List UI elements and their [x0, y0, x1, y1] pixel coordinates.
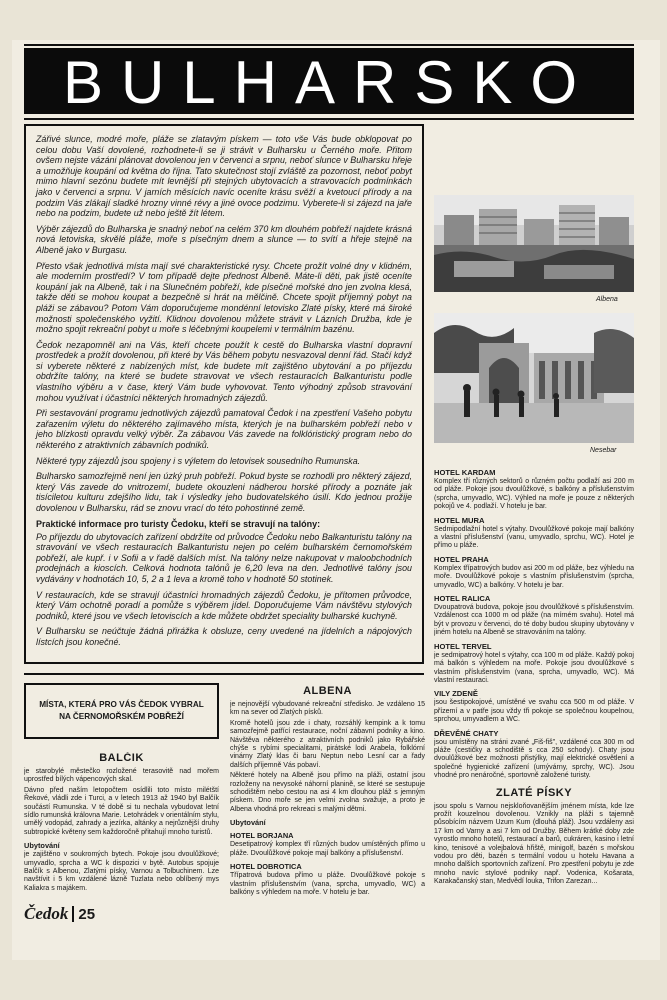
section-title-balcik: BALČIK: [99, 752, 144, 764]
hotel-text: Sedmipodlažní hotel s výtahy. Dvoulůžkové pokoje mají balkóny a vlastní příslušenství (vanu, umyvadlo, sprchu, WC). Hotel je přímo u pláže.: [434, 525, 634, 550]
hotel-text: Komplex třípatrových budov asi 200 m od pláže, bez výhledu na moře. Dvoulůžkové pokoje s vlastním příslušenstvím (sprcha, umyvadlo, WC) a balkóny. V hotelu je bar.: [434, 564, 634, 589]
photo-caption: Albena: [596, 296, 618, 303]
intro-paragraph: Výběr zájezdů do Bulharska je snadný neboť na celém 370 km dlouhém pobřeží najdete krásná nová letoviska, skvělé pláže, moře s písečným dnem a slunce — to svítí a hřeje stejně na Albeně jako v Burgasu.: [36, 223, 412, 255]
section-divider: [24, 673, 424, 675]
albena-paragraph: Některé hotely na Albeně jsou přímo na pláži, ostatní jsou rozloženy na nevysoké náhorní planině, se které se sestupuje schodištěm nebo cestou na asi 4 km dlouhou pláž s jemným pískem. Dno moře se jen velmi zvolna svažuje, a proto je Albena vhodná pro rekreaci s malými dětmi.: [230, 772, 425, 813]
balcik-paragraph: je starobylé městečko rozložené terasovitě nad mořem uprostřed bílých vápencových skal.: [24, 768, 219, 784]
title-band: [24, 48, 634, 114]
hotel-text: Dvoupatrová budova, pokoje jsou dvoulůžkové s příslušenstvím. Vzdálenost cca 1000 m od pláže (na mírném svahu). Hotel má být v provozu v červenci, do té doby budou skupiny ubytovány v jiném hotelu na Albeně se stravováním na talóny.: [434, 604, 634, 637]
right-column: [434, 464, 634, 934]
title-bottom-rule: [24, 118, 634, 120]
albena-subheading: Ubytování: [230, 818, 266, 828]
footer-divider: [72, 906, 74, 922]
section-title-albena: ALBENA: [303, 685, 352, 697]
top-rule: [24, 44, 634, 46]
intro-box: [24, 124, 424, 664]
hotel-name: HOTEL RALICA: [434, 594, 491, 604]
hotel-name: HOTEL TERVEL: [434, 641, 492, 651]
intro-paragraph: Přesto však jednotlivá místa mají své charakteristické rysy. Chcete prožít volné dny v klidném, ale moderním prostředí? V tom případě dejte přednost Albeně. Máte-li děti, pak jistě oceníte koupání jak na Albeně, tak i na Slunečném pobřeží, kde písečné mořské dno jen zvolna klesá, takže děti se mohou koupat a bezpečně si hrát na mělčině. Chcete spojit příjemný pobyt na pláži se zábavou? Potom Vám doporučujeme mondénní letovisko Zlaté písky, které má široké možnosti společenského vyžití. Klidnou dovolenou můžete strávit v Lázních Družba, kde je možno spojit rekreační pobyt u moře s léčebnými koupelemi v termálním bazénu.: [36, 260, 412, 335]
hotel-text: Třípatrová budova přímo u pláže. Dvoulůžkové pokoje s vlastním příslušenstvím (vana, sprcha, umyvadlo, WC) a balkóny s výhledem na moře. V hotelu je bar.: [230, 872, 425, 896]
balcik-column: [24, 752, 219, 902]
practical-heading: Praktické informace pro turisty Čedoku, kteří se stravují na talóny:: [36, 518, 321, 529]
balcik-subheading: Ubytování: [24, 841, 60, 851]
hotel-name: VILY ZDENĚ: [434, 689, 478, 699]
albena-paragraph: Kromě hotelů jsou zde i chaty, rozsáhlý kempink a k tomu samozřejmě patřící restaurace, noční zábavní podniky a kino. Návštěva některého z atraktivních podniků jako Rybářské chýše s rybími specialitami, pirátské lodi Arabela, folklórní vinárny Zlatý klas či baru Neptun nebo Lesní car a řady dalších příjemně Vás pobaví.: [230, 719, 425, 769]
hotel-name: DŘEVĚNÉ CHATY: [434, 728, 499, 738]
callout-box: MÍSTA, KTERÁ PRO VÁS ČEDOK VYBRAL NA ČERNOMOŘSKÉM POBŘEŽÍ: [24, 683, 219, 739]
intro-paragraph: Při sestavování programu jednotlivých zájezdů pamatoval Čedok i na zpestření Vašeho pobytu zařazením výletu do některého zajímavého místa, kterých je na bulharském pobřeží nebo v jeho blízkosti opravdu velký výběr. Za zábavou Vás zavede na folklóristický program nebo do některého z atraktivních zábavních podniků.: [36, 408, 412, 451]
albena-paragraph: je nejnovější vybudované rekreační středisko. Je vzdáleno 15 km na sever od Zlatých písků.: [230, 701, 425, 717]
cedok-logo: Čedok: [24, 904, 69, 923]
albena-column: [230, 685, 425, 935]
practical-paragraph: V Bulharsku se neúčtuje žádná přirážka k obsluze, ceny uvedené na jídelních a nápojových lístcích jsou konečné.: [36, 626, 412, 647]
hotel-name: HOTEL MURA: [434, 515, 485, 525]
hotel-text: Komplex tří různých sektorů o různém počtu podlaží asi 200 m od pláže. Pokoje jsou dvoulůžkové, s balkóny a příslušenstvím (sprcha, umyvadlo, WC). Výhled na moře je pouze z některých pokojů ve 4. podlaží. V hotelu je bar.: [434, 478, 634, 511]
page-number: 25: [78, 905, 96, 923]
hotel-text: jsou umístěny na stráni zvané „Fiš-fiš", vzdálené cca 300 m od pláže (cestičky a schodiště s cca 250 schody). Chaty jsou dvoulůžkové bez možnosti přistýlky, mají elektrické osvětlení a společné hygienické zařízení (umývárny, sprchy, WC). Jsou vhodné pro nenáročné, sportovně založené turisty.: [434, 738, 634, 780]
intro-paragraph: Bulharsko samozřejmě není jen úzký pruh pobřeží. Pokud byste se rozhodli pro některý zájezd, který Vás zavede do vnitrozemí, budete okouzleni nádherou horské přírody a poznáte jak tisíciletou kulturu zdejšího lidu, tak i výsledky jeho budovatelského úsilí. Kdo jednou prožije dovolenou v Bulharsku, rád se znovu vrací do této pohostinné země.: [36, 471, 412, 513]
practical-paragraph: Po příjezdu do ubytovacích zařízení obdržíte od průvodce Čedoku nebo Balkanturistu talóny na stravování ve všech restauracích Balkanturistu nejen po celém bulharském černomořském pobřeží, ale kupř. i v Sofii a v řadě dalších míst. Na talóny nelze nakupovat v maloobchodních prodejnách a kioscích. Celková hodnota talónů je 6,20 leva na den. Jednotlivé talóny jsou vydávány v hodnotách 10, 5, 2 a 1 leva a kromě toho v hodnotě 50 stotinek.: [36, 531, 412, 584]
page-footer: [24, 904, 95, 924]
intro-paragraph: Některé typy zájezdů jsou spojeny i s výletem do letovisek sousedního Rumunska.: [36, 455, 361, 466]
intro-paragraph: Čedok nezapomněl ani na Vás, kteří chcete použít k cestě do Bulharska vlastní dopravní prostředek a prožít dovolenou, při které by Vás během pobytu nesvazoval denní řád. Stačí když si vyberete některé z nabízených míst, kde budete mít zajištěno ubytování a po příjezdu obdržíte talóny, na které se budete stravovat ve všech restauracích Balkanturistu podle vlastního výběru a v čase, který Vám bude vyhovovat. Tento výhodný způsob stravování mohou využívat i účastníci některých hromadných zájezdů.: [36, 339, 412, 403]
hotel-text: je sedmipatrový hotel s výtahy, cca 100 m od pláže. Každý pokoj má balkón s výhledem na moře. Pokoje jsou dvoulůžkové s vlastním příslušenstvím (vana, sprcha, umyvadlo, WC). Má vlastní restauraci.: [434, 651, 634, 684]
photo-caption: Nesebar: [590, 447, 617, 454]
nesebar-photo: [434, 313, 634, 443]
hotel-name: HOTEL BORJANA: [230, 831, 294, 841]
page-title: BULHARSKO: [62, 49, 596, 116]
hotel-text: jsou šestipokojové, umístěné ve svahu cca 500 m od pláže. V přízemí a v patře jsou vždy tři pokoje se společnou koupelnou, sprchou, umyvadlem a WC.: [434, 699, 634, 724]
balcik-paragraph: je zajištěno v soukromých bytech. Pokoje jsou dvoulůžkové; umyvadlo, sprcha a WC k dispozici v bytě. Autobus spojuje Balčík s Albenou, Zlatými písky, Varnou a Tolbuchinem. Lze navštívit i 5 km vzdálené lázně Tuzlata nebo oblíbený mys Kaliakra s majákem.: [24, 851, 219, 892]
intro-paragraph: Zářivé slunce, modré moře, pláže se zlatavým pískem — toto vše Vás bude obklopovat po celou dobu Vaší dovolené, rozhodnete-li se ji strávit v Bulharsku u Černého moře. Přitom ovšem nejste vázáni plánovat dovolenou jen v červenci a srpnu, neboť slunce v Bulharsku hřeje a umožňuje koupání od května do října. Tato skutečnost stojí zvláště za pozornost, neboť pobyt mimo hlavní sezónu budete mít levnější při stejných ubytovacích a stravovacích podmínkách jako v červenci a srpnu. V jarních měsících navíc oceníte krásu svěží a kvetoucí přírody a na podzim Vás zlákají sladké hrozny vinné révy a jiné ovoce podzimu. Vyberete-li si zájezd na jaře nebo na podzim, budete už nebo ještě žít létem.: [36, 134, 412, 219]
hotel-name: HOTEL KARDAM: [434, 468, 496, 477]
zlate-pisky-text: jsou spolu s Varnou nejskloňovanějším jménem místa, kde lze prožít kouzelnou dovolenou. Vznikly na pláži s tajemně působícím názvem Uzum Kum (dlouhá pláž). Jsou vzdáleny asi 17 km od Varny a asi 7 km od Družby. Během krátké doby zde vyrostlo mnoho hotelů, restaurací a barů, cukráren, kasino i letní kino, tenisové a volejbalová hřiště, minigolf, bazén s mořskou vodou pro děti, bazén s termální vodou u hotelu Havana a mnoho dalších sportovních zařízení. Pro zpestření pobytu je zde mnoho navíc stylové podniky např. Vodenica, Košarata, Karakačanský stan, Medvědí louka, Trifon Zarezan...: [434, 802, 634, 886]
hotel-name: HOTEL PRAHA: [434, 554, 489, 564]
section-title-zlate-pisky: ZLATÉ PÍSKY: [495, 786, 573, 799]
hotel-name: HOTEL DOBROTICA: [230, 862, 302, 872]
practical-paragraph: V restauracích, kde se stravují účastníci hromadných zájezdů Čedoku, je přítomen průvodce, který Vám ochotně poradí a pomůže s výběrem jídel. Doporučujeme Vám návštěvu stylových podniků, které jsou ve všech letoviscích a kde můžete obdržet speciality bulharské kuchyně.: [36, 589, 412, 621]
balcik-paragraph: Dávno před naším letopočtem osídlili toto místo milétští Řekové, vládli zde i Turci, a v letech 1913 až 1940 byl Balčík součástí Rumunska. V té době si tu nechala vybudovat letní sídlo rumunská královna Marie. Letohrádek v orientálním stylu, umělý vodopád, zahrady a jezírka, altánky a nejrůznější druhy subtropické květeny sem každoročně přitahují mnoho turistů.: [24, 786, 219, 836]
albena-photo: [434, 195, 634, 292]
hotel-text: Desetipatrový komplex tří různých budov umístěných přímo u pláže. Dvoulůžkové pokoje mají balkóny a příslušenství.: [230, 841, 425, 857]
